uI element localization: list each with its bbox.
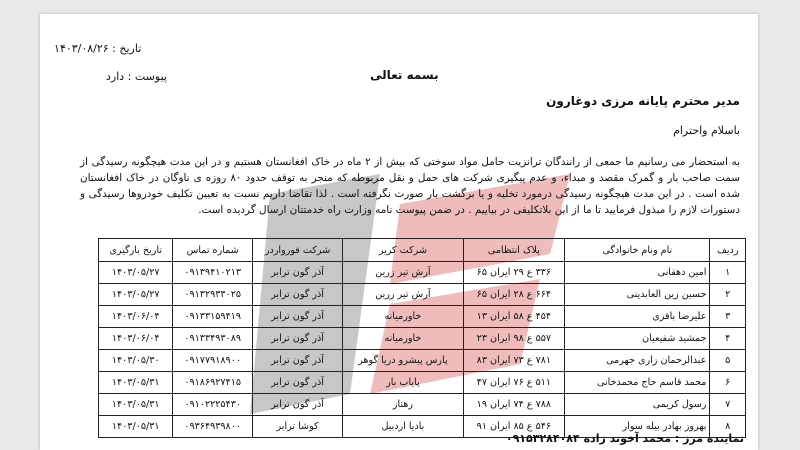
cell-loading-date: ۱۴۰۳/۰۵/۳۱	[99, 372, 173, 394]
cell-phone: ۰۹۱۳۲۹۳۳۰۲۵	[173, 284, 252, 306]
cell-forwarder: آذر گون ترابر	[252, 306, 342, 328]
cell-phone: ۰۹۱۳۳۴۹۳۰۸۹	[173, 328, 252, 350]
cell-row-number: ۸	[710, 416, 746, 438]
table-row	[99, 262, 746, 284]
cell-plate: ۷۸۸ ع ۷۴ ایران ۱۹	[463, 394, 565, 416]
cell-row-number: ۴	[710, 328, 746, 350]
table-row	[99, 306, 746, 328]
table-row	[99, 284, 746, 306]
header-plate: پلاک انتظامی	[463, 239, 565, 262]
header-phone: شماره تماس	[173, 239, 252, 262]
cell-forwarder: آذر گون ترابر	[252, 328, 342, 350]
border-representative-line: نماینده مرز : محمد آخوند زاده ۰۹۱۵۳۲۸۴۰۸۴	[505, 432, 744, 445]
cell-full-name: علیرضا باقری	[565, 306, 710, 328]
header-row-number: ردیف	[710, 239, 746, 262]
greeting-line: باسلام واحترام	[673, 124, 740, 137]
cell-row-number: ۱	[710, 262, 746, 284]
cell-full-name: محمد قاسم حاج محمدخانی	[565, 372, 710, 394]
letter-page	[40, 14, 758, 450]
cell-full-name: عبدالرحمان زاری جهرمی	[565, 350, 710, 372]
cell-carrier: پایاب بار	[343, 372, 463, 394]
cell-phone: ۰۹۱۷۷۹۱۸۹۰۰	[173, 350, 252, 372]
cell-carrier: پارس پیشرو دریا گوهر	[343, 350, 463, 372]
cell-plate: ۷۸۱ ع ۷۳ ایران ۸۳	[463, 350, 565, 372]
cell-loading-date: ۱۴۰۳/۰۵/۳۱	[99, 416, 173, 438]
table-row	[99, 372, 746, 394]
cell-carrier: آرش تیر زرین	[343, 262, 463, 284]
cell-full-name: حسین زین العابدینی	[565, 284, 710, 306]
cell-forwarder: کوشا ترابر	[252, 416, 342, 438]
cell-row-number: ۷	[710, 394, 746, 416]
cell-forwarder: آذر گون ترابر	[252, 350, 342, 372]
cell-forwarder: آذر گون ترابر	[252, 262, 342, 284]
header-carrier: شرکت کریر	[343, 239, 463, 262]
header-forwarder: شرکت فورواردر	[252, 239, 342, 262]
recipient-line: مدیر محترم پایانه مرزی دوغارون	[546, 94, 740, 108]
cell-plate: ۵۴۶ ع ۸۵ ایران ۹۱	[463, 416, 565, 438]
cell-row-number: ۶	[710, 372, 746, 394]
attachment-label: پیوست : دارد	[106, 70, 167, 83]
cell-plate: ۳۳۶ ع ۲۹ ایران ۶۵	[463, 262, 565, 284]
table-row	[99, 350, 746, 372]
cell-carrier: بادیا اردبیل	[343, 416, 463, 438]
cell-plate: ۴۵۴ ع ۵۸ ایران ۱۳	[463, 306, 565, 328]
cell-full-name: امین دهقانی	[565, 262, 710, 284]
cell-plate: ۵۱۱ ع ۷۶ ایران ۴۷	[463, 372, 565, 394]
cell-loading-date: ۱۴۰۳/۰۶/۰۴	[99, 306, 173, 328]
cell-loading-date: ۱۴۰۳/۰۵/۳۰	[99, 350, 173, 372]
cell-loading-date: ۱۴۰۳/۰۵/۲۷	[99, 262, 173, 284]
cell-forwarder: آذر گون ترابر	[252, 372, 342, 394]
cell-forwarder: آذر گون ترابر	[252, 394, 342, 416]
letter-body: به استحضار می رسانیم ما جمعی از رانندگان ترانزیت حامل مواد سوختی که بیش از ۲ ماه در خاک افغانستان هستیم و در این مدت هیچگونه رسیدگی از سمت صاحب بار و گمرک مقصد و مبداء، و عدم پیگیری شرکت های حمل و نقل مربوطه که منجر به توقف حدود ۸۰ روزه ی ناوگان در خاک افغانستان شده است . در این مدت هیچگونه رسیدگی درمورد تخلیه و یا برگشت بار صورت نگرفته است . لذا تقاضا داریم نسبت به تعیین تکلیف خودروها رسیدگی و دستورات لازم را مبذول فرمایید تا ما از این بلاتکلیفی در بیاییم . در ضمن پیوست نامه وزارت راه خدمتتان ارسال گردیده است.	[80, 156, 740, 216]
cell-carrier: خاورمیانه	[343, 306, 463, 328]
cell-full-name: بهروز بهادر بیله سوار	[565, 416, 710, 438]
cell-carrier: آرش تیر زرین	[343, 284, 463, 306]
header-full-name: نام ونام خانوادگی	[565, 239, 710, 262]
cell-loading-date: ۱۴۰۳/۰۶/۰۴	[99, 328, 173, 350]
cell-carrier: خاورمیانه	[343, 328, 463, 350]
cell-carrier: رهتاز	[343, 394, 463, 416]
cell-phone: ۰۹۱۰۲۲۲۵۴۳۰	[173, 394, 252, 416]
cell-phone: ۰۹۱۳۹۴۱۰۲۱۳	[173, 262, 252, 284]
cell-full-name: جمشید شفیعیان	[565, 328, 710, 350]
drivers-table	[98, 238, 746, 438]
table-row	[99, 394, 746, 416]
cell-forwarder: آذر گون ترابر	[252, 284, 342, 306]
cell-plate: ۵۵۷ ع ۹۸ ایران ۲۳	[463, 328, 565, 350]
bismillah-heading: بسمه تعالی	[370, 68, 439, 82]
cell-phone: ۰۹۳۶۴۹۳۹۸۰۰	[173, 416, 252, 438]
cell-row-number: ۲	[710, 284, 746, 306]
cell-row-number: ۳	[710, 306, 746, 328]
cell-loading-date: ۱۴۰۳/۰۵/۲۷	[99, 284, 173, 306]
header-loading-date: تاریخ بارگیری	[99, 239, 173, 262]
cell-loading-date: ۱۴۰۳/۰۵/۳۱	[99, 394, 173, 416]
table-header-row	[99, 239, 746, 262]
cell-phone: ۰۹۱۳۳۱۵۹۴۱۹	[173, 306, 252, 328]
cell-row-number: ۵	[710, 350, 746, 372]
letter-date: تاریخ : ۱۴۰۳/۰۸/۲۶	[54, 42, 142, 55]
table-row	[99, 328, 746, 350]
cell-full-name: رسول کریمی	[565, 394, 710, 416]
cell-plate: ۶۶۴ ع ۲۸ ایران ۶۵	[463, 284, 565, 306]
cell-phone: ۰۹۱۸۶۹۲۷۴۱۵	[173, 372, 252, 394]
